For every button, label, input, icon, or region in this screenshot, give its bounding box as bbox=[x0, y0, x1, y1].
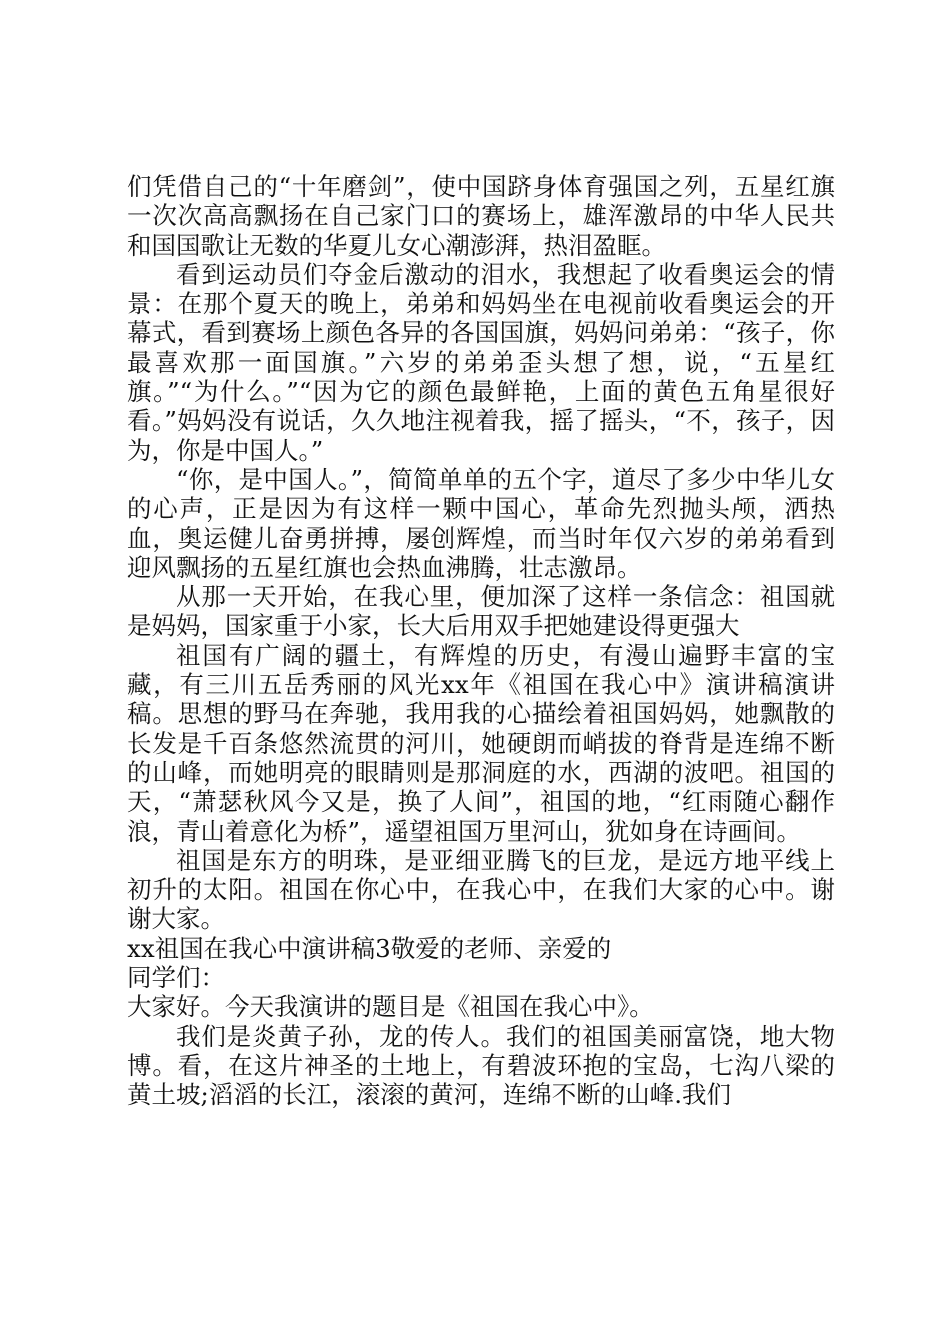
paragraph-7-heading: xx祖国在我心中演讲稿3敬爱的老师、亲爱的 bbox=[127, 933, 612, 963]
paragraph-1: 们凭借自己的“十年磨剑”，使中国跻身体育强国之列，五星红旗一次次高高飘扬在自己家门口的赛场上，雄浑激昂的中华人民共和国国歌让无数的华夏儿女心潮澎湃，热泪盈眶。 bbox=[127, 172, 835, 260]
paragraph-10: 我们是炎黄子孙，龙的传人。我们的祖国美丽富饶，地大物博。看，在这片神圣的土地上，有碧波环抱的宝岛，七沟八梁的黄土坡;滔滔的长江，滚滚的黄河，连绵不断的山峰.我们 bbox=[127, 1021, 835, 1110]
paragraph-8-salutation: 同学们： bbox=[127, 963, 225, 993]
paragraph-9-greeting: 大家好。今天我演讲的题目是《祖国在我心中》。 bbox=[127, 992, 654, 1022]
paragraph-6: 祖国是东方的明珠，是亚细亚腾飞的巨龙，是远方地平线上初升的太阳。祖国在你心中，在我心中，在我们大家的心中。谢谢大家。 bbox=[127, 845, 835, 934]
paragraph-2: 看到运动员们夺金后激动的泪水，我想起了收看奥运会的情景：在那个夏天的晚上，弟弟和妈妈坐在电视前收看奥运会的开幕式，看到赛场上颜色各异的各国国旗，妈妈问弟弟：“孩子，你最喜欢那一面国旗。”六岁的弟弟歪头想了想，说，“五星红旗。”“为什么。”“因为它的颜色最鲜艳，上面的黄色五角星很好看。”妈妈没有说话，久久地注视着我，摇了摇头，“不，孩子，因为，你是中国人。” bbox=[127, 259, 835, 465]
paragraph-3: “你，是中国人。”，简简单单的五个字，道尽了多少中华儿女的心声，正是因为有这样一颗中国心，革命先烈抛头颅，洒热血，奥运健儿奋勇拼搏，屡创辉煌，而当时年仅六岁的弟弟看到迎风飘扬的五星红旗也会热血沸腾，壮志激昂。 bbox=[127, 464, 835, 582]
paragraph-5: 祖国有广阔的疆土，有辉煌的历史，有漫山遍野丰富的宝藏，有三川五岳秀丽的风光xx年《祖国在我心中》演讲稿演讲稿。思想的野马在奔驰，我用我的心描绘着祖国妈妈，她飘散的长发是千百条悠然流贯的河川，她硬朗而峭拔的脊背是连绵不断的山峰，而她明亮的眼睛则是那洞庭的水，西湖的波吧。祖国的天，“萧瑟秋风今又是，换了人间”，祖国的地，“红雨随心翻作浪，青山着意化为桥”，遥望祖国万里河山，犹如身在诗画间。 bbox=[127, 640, 835, 846]
paragraph-4: 从那一天开始，在我心里，便加深了这样一条信念：祖国就是妈妈，国家重于小家，长大后用双手把她建设得更强大 bbox=[127, 582, 835, 641]
document-body bbox=[127, 172, 835, 1110]
